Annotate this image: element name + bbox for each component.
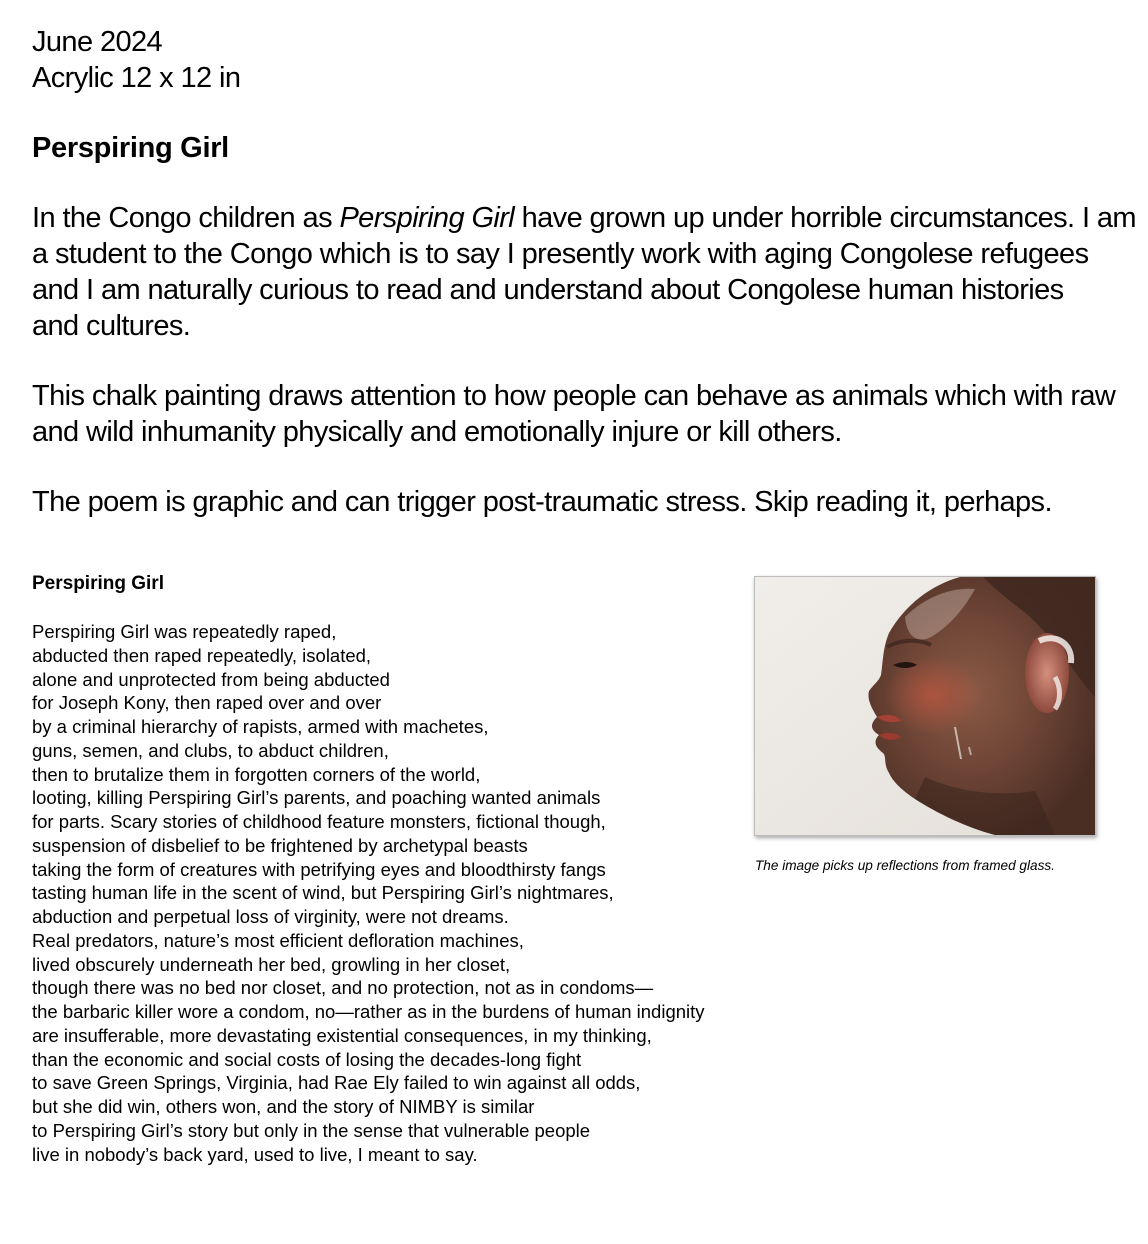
intro-p1-line: and I am naturally curious to read and understand about Congolese human histories (32, 274, 1064, 306)
poem-line: alone and unprotected from being abducted (32, 668, 390, 690)
intro-p1-first-line (32, 200, 1136, 236)
poem-line: the barbaric killer wore a condom, no—rather as in the burdens of human indignity (32, 1001, 705, 1022)
poem-body (32, 620, 705, 1166)
painting-image (754, 576, 1096, 836)
painting-figure (754, 576, 1098, 874)
poem-line: then to brutalize them in forgotten corners of the world, (32, 763, 481, 785)
poem-line: by a criminal hierarchy of rapists, armed with machetes, (32, 716, 489, 737)
poem-line: abduction and perpetual loss of virginity, were not dreams. (32, 906, 509, 927)
poem-line: looting, killing Perspiring Girl’s parents, and poaching wanted animals (32, 787, 601, 809)
poem-line: but she did win, others won, and the story of NIMBY is similar (32, 1096, 535, 1117)
intro-p1-line: and cultures. (32, 310, 191, 342)
intro-p1-end: have grown up under horrible circumstances. I am (514, 202, 1136, 234)
intro-p2-line: This chalk painting draws attention to how people can behave as animals which with raw (32, 380, 1116, 412)
artwork-date: June 2024 (32, 26, 163, 58)
poem-line: though there was no bed nor closet, and no protection, not as in condoms— (32, 977, 654, 999)
poem-line: are insufferable, more devastating existential consequences, in my thinking, (32, 1024, 652, 1046)
poem-line: abducted then raped repeatedly, isolated, (32, 644, 372, 666)
poem-line: suspension of disbelief to be frightened by archetypal beasts (32, 834, 528, 856)
poem-line: guns, semen, and clubs, to abduct children, (32, 739, 389, 761)
poem-line: Real predators, nature’s most efficient defloration machines, (32, 929, 524, 951)
intro-p1-start: In the Congo children as (32, 202, 340, 234)
artwork-header (32, 24, 1136, 520)
intro-paragraph-1 (32, 200, 1136, 344)
trigger-warning: The poem is graphic and can trigger post-traumatic stress. Skip reading it, perhaps. (32, 486, 1052, 518)
intro-p2-line: and wild inhumanity physically and emotionally injure or kill others. (32, 416, 842, 448)
intro-paragraph-2 (32, 378, 1122, 450)
poem-line: lived obscurely underneath her bed, growling in her closet, (32, 953, 511, 975)
poem-line: than the economic and social costs of losing the decades-long fight (32, 1048, 582, 1070)
intro-p1-line: a student to the Congo which is to say I presently work with aging Congolese refugees (32, 238, 1089, 270)
painting-caption: The image picks up reflections from framed glass. (755, 858, 1055, 873)
poem-line: for parts. Scary stories of childhood feature monsters, fictional though, (32, 811, 606, 832)
poem-line: Perspiring Girl was repeatedly raped, (32, 621, 337, 642)
poem-line: live in nobody’s back yard, used to live, I meant to say. (32, 1143, 478, 1165)
artwork-medium: Acrylic 12 x 12 in (32, 62, 241, 94)
poem-line: for Joseph Kony, then raped over and over (32, 692, 382, 714)
artwork-title: Perspiring Girl (32, 132, 229, 164)
poem-line: tasting human life in the scent of wind, but Perspiring Girl’s nightmares, (32, 882, 614, 904)
intro-p1-italic-title: Perspiring Girl (339, 202, 515, 234)
poem-line: taking the form of creatures with petrifying eyes and bloodthirsty fangs (32, 858, 606, 880)
poem-title: Perspiring Girl (32, 573, 164, 594)
poem-line: to save Green Springs, Virginia, had Rae Ely failed to win against all odds, (32, 1072, 641, 1094)
poem-line: to Perspiring Girl’s story but only in the sense that vulnerable people (32, 1119, 591, 1141)
